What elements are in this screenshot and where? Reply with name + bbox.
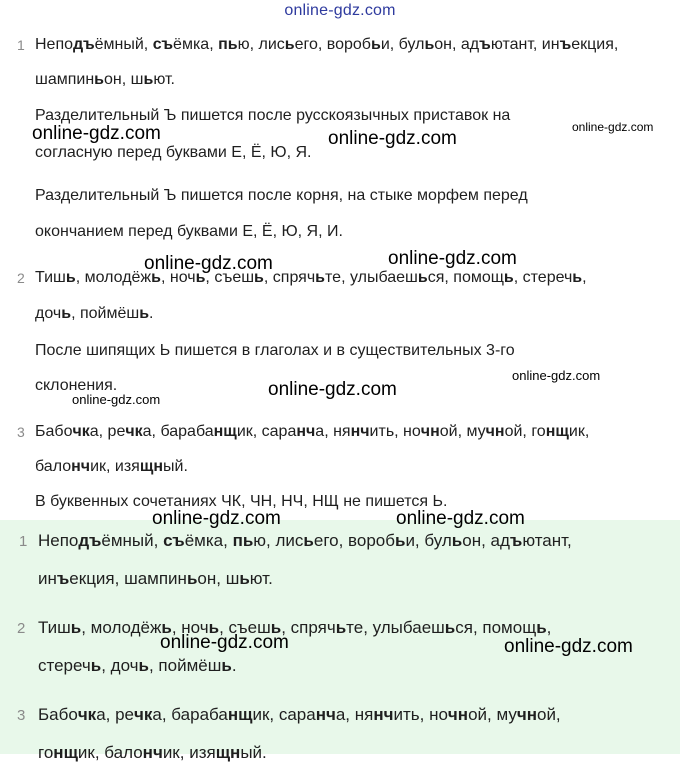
- item-number-1: 1: [17, 37, 25, 53]
- s1-rule1-line2: согласную перед буквами Е, Ё, Ю, Я.: [35, 144, 312, 161]
- s2-words-line2: дочь, поймёшь.: [35, 305, 154, 322]
- s1-rule2-line2: окончанием перед буквами Е, Ё, Ю, Я, И.: [35, 223, 343, 240]
- watermark-overlay: online-gdz.com: [268, 379, 397, 400]
- item-number-3: 3: [17, 424, 25, 440]
- highlighted-letters: пь: [232, 531, 254, 550]
- s2-words-line1: Тишь, молодёжь, ночь, съешь, спрячьте, улыбаешься, помощь, стеречь,: [35, 269, 587, 286]
- answer-number-1: 1: [19, 533, 28, 550]
- s3-words-line2: балончик, изящный.: [35, 458, 188, 475]
- highlighted-letters: ь: [335, 618, 347, 637]
- s1-words-line2: шампиньон, шьют.: [35, 71, 175, 88]
- highlighted-letters: ь: [239, 569, 250, 588]
- highlighted-letters: ь: [161, 618, 172, 637]
- highlighted-letters: ь: [424, 36, 435, 53]
- highlighted-letters: ъ: [559, 36, 572, 53]
- highlighted-letters: чк: [125, 423, 143, 440]
- highlighted-letters: щн: [139, 458, 163, 475]
- highlighted-letters: ь: [65, 269, 76, 286]
- highlighted-letters: съ: [152, 36, 174, 53]
- s2-rule-line1: После шипящих Ь пишется в глаголах и в существительных 3-го: [35, 342, 515, 359]
- highlighted-letters: нч: [350, 423, 370, 440]
- s3-words-line1: Бабочка, речка, барабанщик, саранча, нянчить, ночной, мучной, гонщик,: [35, 423, 590, 440]
- highlighted-letters: нч: [142, 743, 163, 762]
- highlighted-letters: ь: [284, 36, 295, 53]
- highlighted-letters: нч: [315, 705, 336, 724]
- highlighted-letters: нщ: [213, 423, 237, 440]
- watermark-overlay: online-gdz.com: [72, 392, 161, 407]
- highlighted-letters: нщ: [545, 423, 569, 440]
- highlighted-letters: нщ: [53, 743, 78, 762]
- s1-words-line1: Неподъёмный, съёмка, пью, лисьего, воробьи, бульон, адъютант, инъекция,: [35, 36, 619, 53]
- watermark-overlay: online-gdz.com: [32, 123, 161, 144]
- a2-line2: стеречь, дочь, поймёшь.: [38, 656, 237, 675]
- highlighted-letters: нч: [373, 705, 394, 724]
- highlighted-letters: щн: [215, 743, 241, 762]
- watermark-overlay: online-gdz.com: [504, 636, 633, 657]
- s3-rule: В буквенных сочетаниях ЧК, ЧН, НЧ, НЩ не пишется Ь.: [35, 493, 448, 510]
- watermark-overlay: online-gdz.com: [512, 368, 601, 383]
- highlighted-letters: ь: [270, 618, 282, 637]
- highlighted-letters: ь: [221, 656, 232, 675]
- highlighted-letters: ь: [139, 305, 150, 322]
- highlighted-letters: ь: [394, 531, 406, 550]
- highlighted-letters: чк: [72, 423, 90, 440]
- highlighted-letters: нч: [71, 458, 91, 475]
- highlighted-letters: ь: [254, 269, 264, 286]
- highlighted-letters: ь: [138, 656, 149, 675]
- watermark-overlay: online-gdz.com: [328, 128, 457, 149]
- highlighted-letters: ь: [315, 269, 326, 286]
- highlighted-letters: ь: [151, 269, 161, 286]
- highlighted-letters: ъ: [56, 569, 70, 588]
- watermark-overlay: online-gdz.com: [144, 253, 273, 274]
- highlighted-letters: чн: [447, 705, 469, 724]
- highlighted-letters: дъ: [78, 531, 102, 550]
- highlighted-letters: чн: [420, 423, 440, 440]
- watermark-overlay: online-gdz.com: [396, 508, 525, 529]
- highlighted-letters: ь: [61, 305, 72, 322]
- watermark-overlay: online-gdz.com: [572, 120, 654, 134]
- highlighted-letters: чн: [516, 705, 537, 724]
- item-number-2: 2: [17, 270, 25, 286]
- watermark-overlay: online-gdz.com: [152, 508, 281, 529]
- highlighted-letters: ь: [94, 71, 105, 88]
- highlighted-letters: ь: [208, 618, 220, 637]
- highlighted-letters: ь: [370, 36, 381, 53]
- s1-rule2-line1: Разделительный Ъ пишется после корня, на стыке морфем перед: [35, 187, 528, 204]
- highlighted-letters: ь: [186, 569, 198, 588]
- highlighted-letters: ь: [90, 656, 102, 675]
- highlighted-letters: ь: [143, 71, 154, 88]
- highlighted-letters: ъ: [509, 531, 523, 550]
- highlighted-letters: ь: [195, 269, 206, 286]
- a3-line2: гонщик, балончик, изящный.: [38, 743, 267, 762]
- highlighted-letters: нщ: [227, 705, 253, 724]
- s1-rule1-line1: Разделительный Ъ пишется после русскоязычных приставок на: [35, 107, 511, 124]
- a3-line1: Бабочка, речка, барабанщик, саранча, нянчить, ночной, мучной,: [38, 705, 561, 724]
- answer-number-3: 3: [17, 707, 26, 724]
- highlighted-letters: ь: [303, 531, 314, 550]
- highlighted-letters: ь: [417, 269, 428, 286]
- highlighted-letters: ь: [444, 618, 456, 637]
- highlighted-letters: ь: [451, 531, 463, 550]
- highlighted-letters: ь: [503, 269, 514, 286]
- highlighted-letters: пь: [218, 36, 238, 53]
- highlighted-letters: ь: [572, 269, 583, 286]
- header-watermark: online-gdz.com: [284, 2, 396, 19]
- highlighted-letters: ь: [70, 618, 82, 637]
- answer-number-2: 2: [17, 620, 26, 637]
- highlighted-letters: ъ: [479, 36, 491, 53]
- a1-line1: Неподъёмный, съёмка, пью, лисьего, воробьи, бульон, адъютант,: [38, 531, 572, 550]
- highlighted-letters: нч: [296, 423, 316, 440]
- s2-rule-line2: склонения.: [35, 377, 118, 394]
- highlighted-letters: чн: [485, 423, 505, 440]
- highlighted-letters: съ: [163, 531, 185, 550]
- watermark-overlay: online-gdz.com: [160, 632, 289, 653]
- a1-line2: инъекция, шампиньон, шьют.: [38, 569, 273, 588]
- highlighted-letters: ь: [536, 618, 547, 637]
- highlighted-letters: чк: [134, 705, 153, 724]
- highlighted-letters: дъ: [73, 36, 95, 53]
- watermark-overlay: online-gdz.com: [388, 248, 517, 269]
- a2-line1: Тишь, молодёжь, ночь, съешь, спрячьте, улыбаешься, помощь,: [38, 618, 552, 637]
- highlighted-letters: чк: [77, 705, 97, 724]
